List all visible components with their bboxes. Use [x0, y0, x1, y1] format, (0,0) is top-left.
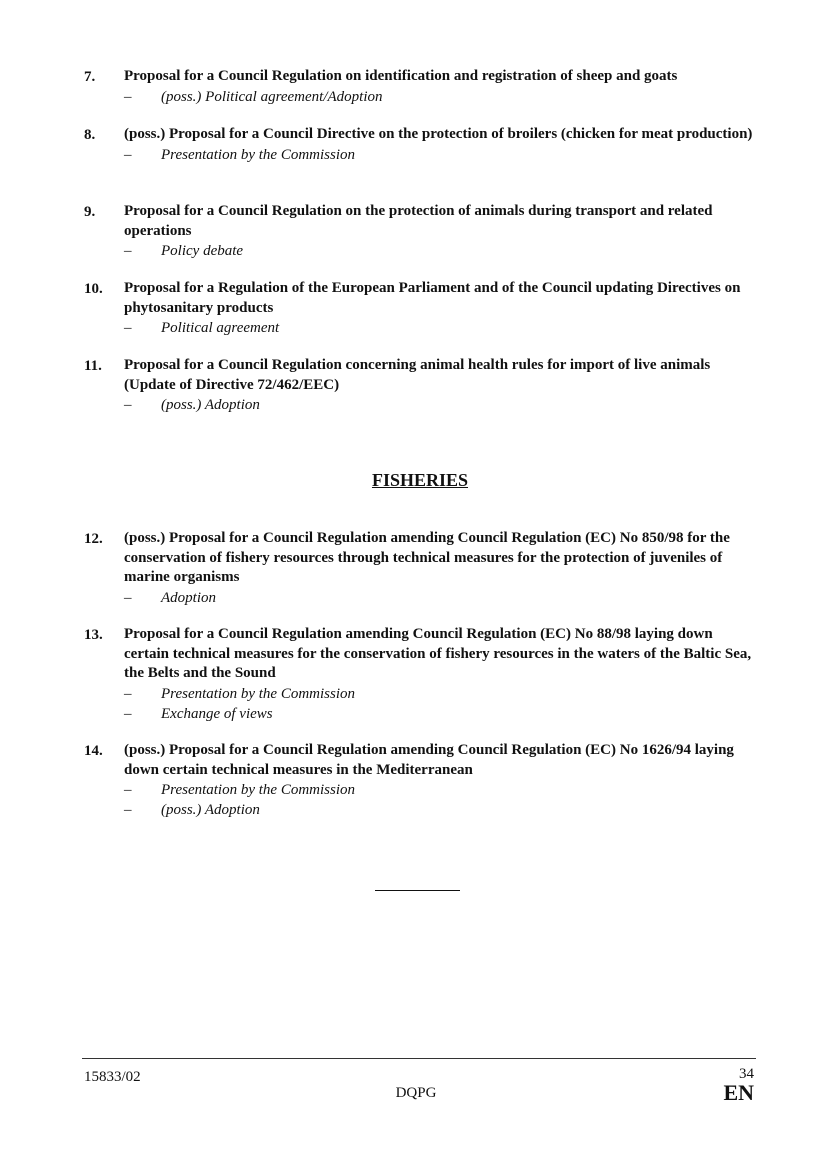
item-title: (poss.) Proposal for a Council Regulation amending Council Regulation (EC) No 850/98 for the conservation of fishery resources through technical measures for the protection of juveniles of marine organisms [124, 530, 730, 585]
item-action [124, 241, 756, 261]
agenda-item-13 [84, 625, 756, 724]
agenda-item-12 [84, 529, 756, 608]
item-action [124, 395, 756, 415]
footer-divider [82, 1058, 756, 1059]
bullet-dash: – [124, 243, 132, 259]
item-number: 13. [84, 627, 103, 643]
item-action-label: Presentation by the Commission [161, 146, 356, 163]
bullet-dash: – [124, 705, 132, 722]
item-action [124, 800, 756, 820]
item-action-label: Policy debate [161, 243, 244, 259]
page-number: 34 [739, 1066, 754, 1082]
item-number: 9. [84, 204, 96, 220]
item-action [124, 704, 756, 724]
item-action-label: (poss.) Political agreement/Adoption [161, 88, 383, 105]
item-title: Proposal for a Council Regulation on the protection of animals during transport and related operations [124, 203, 713, 239]
item-action [124, 145, 756, 165]
language-code: EN [723, 1080, 754, 1105]
department-code: DQPG [395, 1085, 437, 1101]
item-action-label: (poss.) Adoption [161, 802, 260, 818]
item-number: 7. [84, 69, 96, 85]
item-action-label: Adoption [161, 589, 216, 606]
item-number: 8. [84, 127, 96, 143]
agenda-item-8 [84, 125, 756, 165]
item-title: Proposal for a Council Regulation on identification and registration of sheep and goats [124, 68, 678, 84]
item-title: Proposal for a Council Regulation concerning animal health rules for import of live animals (Update of Directive 72/462/EEC) [124, 357, 711, 393]
item-action-label: Political agreement [161, 320, 280, 336]
item-action-label: (poss.) Adoption [161, 397, 260, 413]
agenda-item-9 [84, 202, 756, 261]
item-action-label: Exchange of views [161, 705, 273, 722]
document-reference: 15833/02 [84, 1069, 141, 1085]
end-divider [375, 890, 460, 891]
item-title: (poss.) Proposal for a Council Regulation amending Council Regulation (EC) No 1626/94 laying down certain technical measures in the Mediterranean [124, 742, 734, 778]
agenda-item-14 [84, 741, 756, 820]
bullet-dash: – [124, 320, 132, 336]
item-action-label: Presentation by the Commission [161, 685, 356, 702]
item-title: Proposal for a Council Regulation amending Council Regulation (EC) No 88/98 laying down certain technical measures for the conservation of fishery resources in the waters of the Baltic Sea, the Belts and the Sound [124, 626, 752, 681]
bullet-dash: – [124, 88, 132, 105]
item-action [124, 87, 756, 107]
section-heading-fisheries: FISHERIES [371, 470, 469, 490]
agenda-item-7 [84, 67, 756, 107]
bullet-dash: – [124, 589, 132, 606]
item-action [124, 684, 756, 704]
agenda-item-10 [84, 279, 756, 338]
item-number: 10. [84, 281, 103, 297]
item-title: Proposal for a Regulation of the European Parliament and of the Council updating Directives on phytosanitary products [124, 280, 741, 316]
item-number: 11. [84, 358, 102, 374]
bullet-dash: – [124, 146, 132, 163]
item-number: 12. [84, 531, 103, 547]
item-action [124, 780, 756, 800]
bullet-dash: – [124, 782, 132, 798]
item-action [124, 318, 756, 338]
item-title: (poss.) Proposal for a Council Directive on the protection of broilers (chicken for meat production) [124, 126, 753, 142]
agenda-item-11 [84, 356, 756, 415]
bullet-dash: – [124, 802, 132, 818]
item-number: 14. [84, 743, 103, 759]
bullet-dash: – [124, 397, 132, 413]
bullet-dash: – [124, 685, 132, 702]
item-action [124, 588, 756, 608]
item-action-label: Presentation by the Commission [161, 782, 356, 798]
